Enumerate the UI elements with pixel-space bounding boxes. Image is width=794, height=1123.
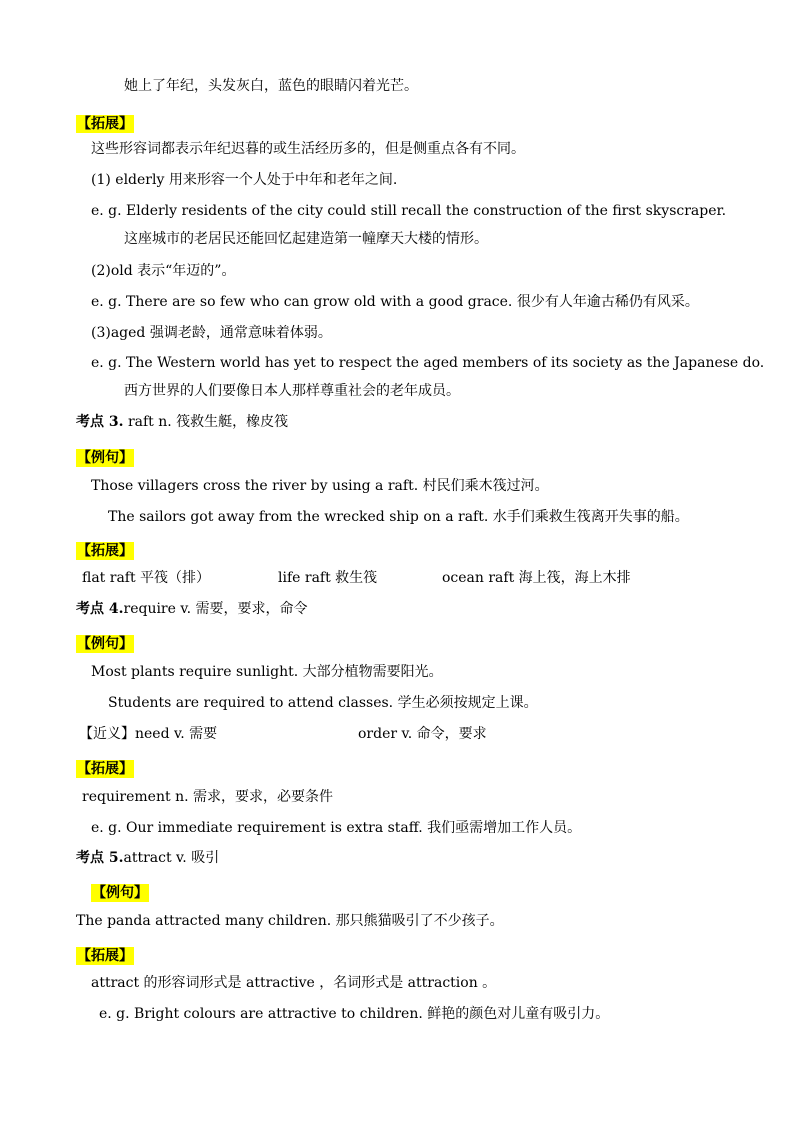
example-translation: 这座城市的老居民还能回忆起建造第一幢摩天大楼的情形。	[124, 231, 488, 247]
usage-note: (1) elderly 用来形容一个人处于中年和老年之间.	[91, 172, 398, 188]
key-point-3	[76, 413, 288, 431]
key-point-text: attract v. 吸引	[123, 850, 220, 866]
phrase-item: flat raft 平筏（排）	[82, 570, 211, 586]
example-sentence: e. g. Our immediate requirement is extra staff. 我们亟需增加工作人员。	[91, 820, 582, 836]
key-point-label: 考点 5.	[76, 850, 124, 866]
tag-label: 【拓展】	[77, 761, 133, 777]
key-point-label: 考点 3.	[76, 414, 124, 430]
section-tag-extend	[76, 947, 134, 965]
example-sentence: Students are required to attend classes. 学生必须按规定上课。	[108, 695, 538, 711]
phrase-item: ocean raft 海上筏，海上木排	[442, 570, 631, 586]
section-tag-extend	[76, 760, 134, 778]
example-sentence: e. g. There are so few who can grow old with a good grace. 很少有人年逾古稀仍有风采。	[91, 294, 699, 310]
synonym-item: 【近义】need v. 需要	[79, 726, 218, 742]
key-point-5	[76, 849, 219, 867]
section-tag-example	[76, 635, 134, 653]
paragraph: attract 的形容词形式是 attractive ，名词形式是 attraction 。	[91, 975, 497, 991]
example-sentence: The panda attracted many children. 那只熊猫吸引了不少孩子。	[76, 913, 504, 929]
key-point-text: raft n. 筏救生艇，橡皮筏	[123, 414, 289, 430]
phrase-item: life raft 救生筏	[278, 570, 378, 586]
example-sentence: Those villagers cross the river by using a raft. 村民们乘木筏过河。	[91, 478, 549, 494]
paragraph: 这些形容词都表示年纪迟暮的或生活经历多的，但是侧重点各有不同。	[91, 141, 525, 157]
tag-label: 【拓展】	[77, 543, 133, 559]
section-tag-extend	[76, 542, 134, 560]
key-point-text: require v. 需要，要求，命令	[123, 601, 308, 617]
example-sentence: The sailors got away from the wrecked ship on a raft. 水手们乘救生筏离开失事的船。	[108, 509, 689, 525]
usage-note: (3)aged 强调老龄，通常意味着体弱。	[91, 325, 332, 341]
key-point-label: 考点 4.	[76, 601, 124, 617]
section-tag-extend	[76, 115, 134, 133]
key-point-4	[76, 600, 308, 618]
section-tag-example	[91, 884, 149, 902]
tag-label: 【例句】	[92, 885, 148, 901]
example-sentence: e. g. Bright colours are attractive to children. 鲜艳的颜色对儿童有吸引力。	[99, 1006, 610, 1022]
tag-label: 【拓展】	[77, 116, 133, 132]
tag-label: 【拓展】	[77, 948, 133, 964]
example-translation: 西方世界的人们要像日本人那样尊重社会的老年成员。	[124, 383, 460, 399]
synonym-item: order v. 命令，要求	[358, 726, 487, 742]
usage-note: (2)old 表示“年迈的”。	[91, 263, 236, 279]
example-translation: 她上了年纪，头发灰白，蓝色的眼睛闪着光芒。	[124, 78, 418, 94]
derived-word: requirement n. 需求，要求，必要条件	[82, 789, 333, 805]
example-sentence: e. g. The Western world has yet to respect the aged members of its society as the Japanese do.	[91, 355, 765, 371]
example-sentence: e. g. Elderly residents of the city could still recall the construction of the first skyscraper.	[91, 203, 727, 219]
section-tag-example	[76, 449, 134, 467]
example-sentence: Most plants require sunlight. 大部分植物需要阳光。	[91, 664, 443, 680]
tag-label: 【例句】	[77, 636, 133, 652]
tag-label: 【例句】	[77, 450, 133, 466]
